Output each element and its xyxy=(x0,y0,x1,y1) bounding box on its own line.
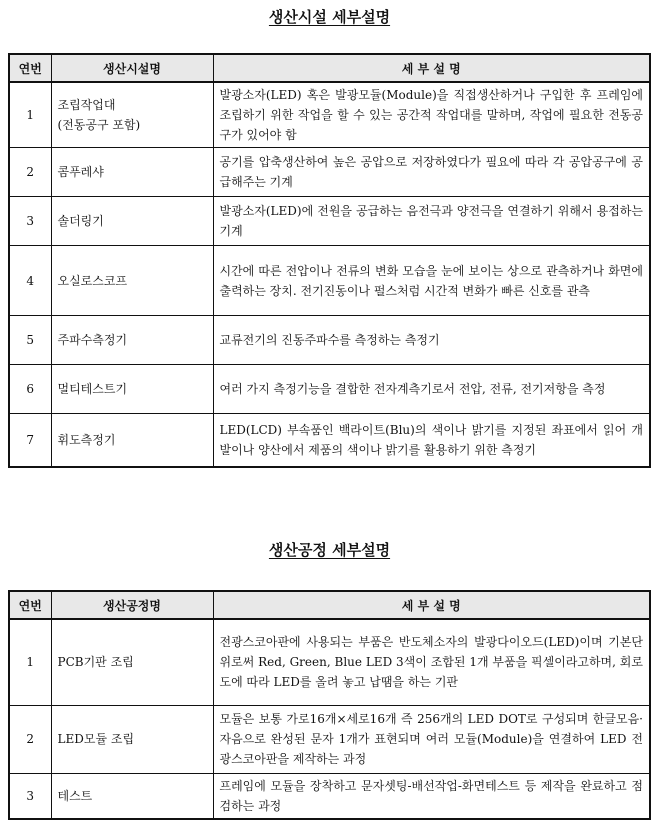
table-row xyxy=(9,773,650,819)
row-name: 테스트 xyxy=(51,773,213,819)
section2-title: 생산공정 세부설명 xyxy=(268,541,391,559)
header-desc: 세 부 설 명 xyxy=(213,591,650,619)
facility-note: (전동공구 포함) xyxy=(57,118,141,132)
row-number: 2 xyxy=(9,148,51,197)
row-number: 4 xyxy=(9,246,51,316)
row-description: 모듈은 보통 가로16개×세로16개 즉 256개의 LED DOT로 구성되며 한글모음·자음으로 완성된 문자 1개가 표현되며 여러 모듈(Module)을 연결하여 LED 전광스코아판을 제작하는 과정 xyxy=(213,705,650,773)
row-description: 발광소자(LED) 혹은 발광모듈(Module)을 직접생산하거나 구입한 후 프레임에 조립하기 위한 작업을 할 수 있는 공간적 작업대를 말하며, 작업에 필요한 전동공구가 있어야 함 xyxy=(213,82,650,148)
table-row xyxy=(9,619,650,705)
table-row xyxy=(9,414,650,467)
header-no: 연번 xyxy=(9,54,51,82)
row-description: 여러 가지 측정기능을 결합한 전자계측기로서 전압, 전류, 전기저항을 측정 xyxy=(213,365,650,414)
row-description: 전광스코아판에 사용되는 부품은 반도체소자의 발광다이오드(LED)이며 기본단위로써 Red, Green, Blue LED 3색이 조합된 1개 부품을 픽셀이라고하며, 회로도에 따라 LED를 올려 놓고 납땜을 하는 기판 xyxy=(213,619,650,705)
table-row xyxy=(9,197,650,246)
row-number: 5 xyxy=(9,316,51,365)
row-description: LED(LCD) 부속품인 백라이트(Blu)의 색이나 밝기를 지정된 좌표에서 읽어 개발이나 양산에서 제품의 색이나 밝기를 활용하기 위한 측정기 xyxy=(213,414,650,467)
header-desc: 세 부 설 명 xyxy=(213,54,650,82)
row-name xyxy=(51,82,213,148)
row-name: PCB기판 조립 xyxy=(51,619,213,705)
table-row xyxy=(9,82,650,148)
facilities-table xyxy=(8,53,651,468)
facility-name: 조립작업대 xyxy=(57,98,116,112)
row-description: 시간에 따른 전압이나 전류의 변화 모습을 눈에 보이는 상으로 관측하거나 화면에 출력하는 장치. 전기진동이나 펄스처럼 시간적 변화가 빠른 신호를 관측 xyxy=(213,246,650,316)
row-name: 오실로스코프 xyxy=(51,246,213,316)
header-name: 생산시설명 xyxy=(51,54,213,82)
table-row xyxy=(9,316,650,365)
section1-title: 생산시설 세부설명 xyxy=(268,8,391,26)
row-name: 콤푸레샤 xyxy=(51,148,213,197)
header-name: 생산공정명 xyxy=(51,591,213,619)
row-name: LED모듈 조립 xyxy=(51,705,213,773)
processes-table xyxy=(8,590,651,820)
row-description: 발광소자(LED)에 전원을 공급하는 음전극과 양전극을 연결하기 위해서 용접하는 기계 xyxy=(213,197,650,246)
row-number: 3 xyxy=(9,773,51,819)
table-header-row xyxy=(9,54,650,82)
table-row xyxy=(9,705,650,773)
row-number: 7 xyxy=(9,414,51,467)
header-no: 연번 xyxy=(9,591,51,619)
row-name: 주파수측정기 xyxy=(51,316,213,365)
row-description: 교류전기의 진동주파수를 측정하는 측정기 xyxy=(213,316,650,365)
row-number: 1 xyxy=(9,619,51,705)
row-name: 멀티테스트기 xyxy=(51,365,213,414)
row-name: 휘도측정기 xyxy=(51,414,213,467)
table-row xyxy=(9,365,650,414)
row-number: 3 xyxy=(9,197,51,246)
row-description: 프레임에 모듈을 장착하고 문자셋팅-배선작업-화면테스트 등 제작을 완료하고 점검하는 과정 xyxy=(213,773,650,819)
row-number: 6 xyxy=(9,365,51,414)
table-row xyxy=(9,148,650,197)
row-number: 1 xyxy=(9,82,51,148)
row-description: 공기를 압축생산하여 높은 공압으로 저장하였다가 필요에 따라 각 공압공구에 공급해주는 기계 xyxy=(213,148,650,197)
row-number: 2 xyxy=(9,705,51,773)
row-name: 솔더링기 xyxy=(51,197,213,246)
table-header-row xyxy=(9,591,650,619)
table-row xyxy=(9,246,650,316)
